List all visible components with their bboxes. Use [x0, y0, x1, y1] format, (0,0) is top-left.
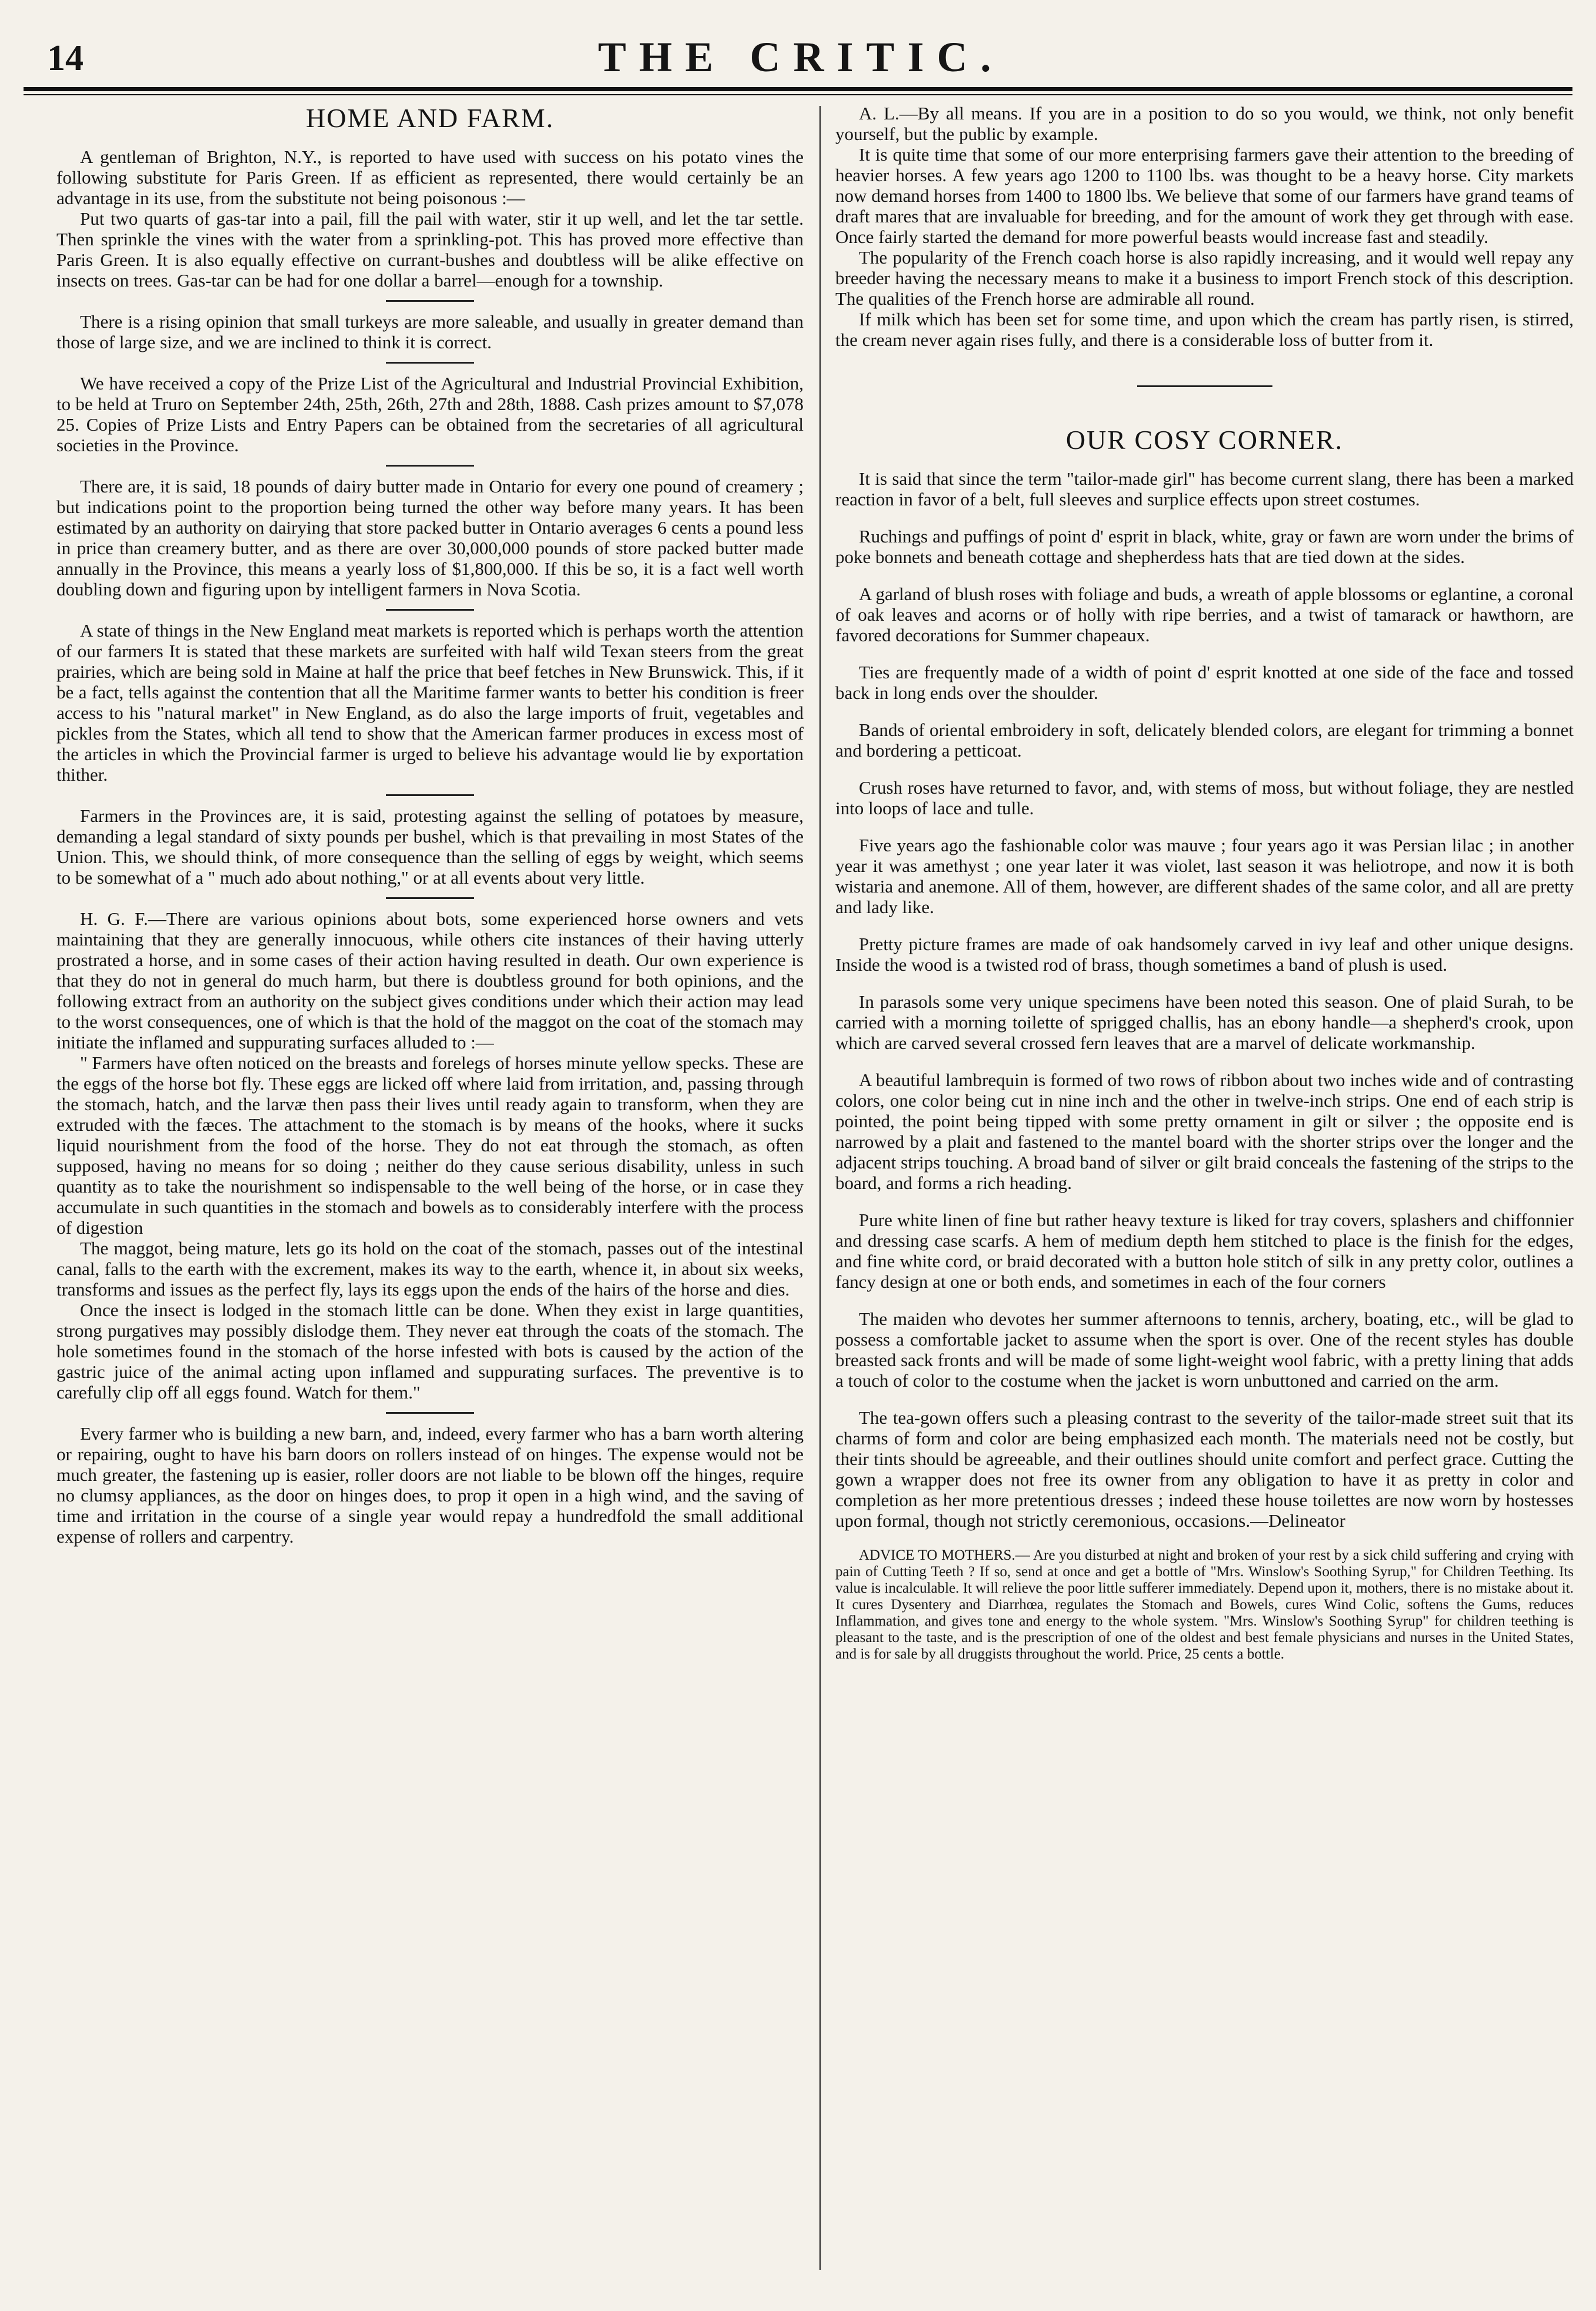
- article-paragraph: Bands of oriental embroidery in soft, delicately blended colors, are elegant for trimming a bonnet and bordering a petticoat.: [835, 720, 1574, 761]
- article-paragraph: A. L.—By all means. If you are in a position to do so you would, we think, not only benefit yourself, but the public by example.: [835, 103, 1574, 144]
- article-paragraph: Five years ago the fashionable color was mauve ; four years ago it was Persian lilac ; in another year it was amethyst ; one year later it was violet, last season it was heliotrope, and now it is both wistaria and anemone. All of them, however, are different shades of the same color, and all are pretty and lady like.: [835, 835, 1574, 917]
- article-paragraph: In parasols some very unique specimens have been noted this season. One of plaid Surah, to be carried with a morning toilette of sprigged challis, has an ebony handle—a shepherd's crook, upon which are carved several crossed fern leaves that are a marvel of delicate workmanship.: [835, 991, 1574, 1053]
- article-paragraph: The maggot, being mature, lets go its hold on the coat of the stomach, passes out of the intestinal canal, falls to the earth with the excrement, makes its way to the earth, whence it, in about six weeks, transforms and issues as the perfect fly, lays its eggs upon the ends of the hairs of the horse and dies.: [56, 1238, 804, 1300]
- article-paragraph: Pure white linen of fine but rather heavy texture is liked for tray covers, splashers and chiffonnier and dressing case scarfs. A hem of medium depth hem stitched to place is the finish for the edges, and fine white cord, or braid decorated with a button hole stitch of silk in any pretty color, outlines a fancy design at one or both ends, and sometimes in each of the four corners: [835, 1210, 1574, 1292]
- article-paragraph: The maiden who devotes her summer afternoons to tennis, archery, boating, etc., will be glad to possess a comfortable jacket to assume when the sport is over. One of the recent styles has double breasted sack fronts and will be made of some light-weight wool fabric, with a pretty lining that adds a touch of color to the costume when the jacket is worn unbuttoned and carried on the arm.: [835, 1308, 1574, 1391]
- article-paragraph: If milk which has been set for some time, and upon which the cream has partly risen, is stirred, the cream never again rises fully, and there is a considerable loss of butter from it.: [835, 309, 1574, 350]
- article-separator: [386, 362, 474, 364]
- article-separator: [386, 794, 474, 796]
- article-paragraph: Farmers in the Provinces are, it is said, protesting against the selling of potatoes by measure, demanding a legal standard of sixty pounds per bushel, which is that prevailing in most States of the Union. This, we should think, of more consequence than the selling of eggs by weight, which seems to be somewhat of a " much ado about nothing," or at all events about very little.: [56, 805, 804, 888]
- header-rule-thick: [24, 87, 1572, 91]
- article-paragraph: Ruchings and puffings of point d' esprit in black, white, gray or fawn are worn under the brims of poke bonnets and beneath cottage and shepherdess hats that are tied down at the sides.: [835, 526, 1574, 567]
- article-paragraph: We have received a copy of the Prize List of the Agricultural and Industrial Provincial Exhibition, to be held at Truro on September 24th, 25th, 26th, 27th and 28th, 1888. Cash prizes amount to $7,078 25. Copies of Prize Lists and Entry Papers can be obtained from the secretaries of all agricultural societies in the Province.: [56, 373, 804, 455]
- article-paragraph: There is a rising opinion that small turkeys are more saleable, and usually in greater demand than those of large size, and we are inclined to think it is correct.: [56, 311, 804, 352]
- section-title-our-cosy-corner: OUR COSY CORNER.: [1065, 425, 1344, 455]
- page-number: 14: [47, 38, 84, 78]
- article-paragraph: H. G. F.—There are various opinions about bots, some experienced horse owners and vets maintaining that they are generally innocuous, while others cite instances of their having utterly prostrated a horse, and in some cases of their action having resulted in death. Our own experience is that they do not in general do much harm, but there is doubtless ground for both opinions, and the following extract from an authority on the subject gives conditions under which their action may lead to the worst consequences, one of which is that the hold of the maggot on the coat of the stomach may initiate the inflamed and suppurating surfaces alluded to :—: [56, 908, 804, 1053]
- right-column: [835, 103, 1574, 1663]
- article-separator: [386, 465, 474, 467]
- article-paragraph: It is said that since the term "tailor-made girl" has become current slang, there has been a marked reaction in favor of a belt, full sleeves and surplice effects upon street costumes.: [835, 468, 1574, 510]
- article-separator: [386, 897, 474, 899]
- article-paragraph: There are, it is said, 18 pounds of dairy butter made in Ontario for every one pound of creamery ; but indications point to the proportion being turned the other way before many years. It has been estimated by an authority on dairying that store packed butter in Ontario averages 6 cents a pound less in price than creamery butter, and as there are over 30,000,000 pounds of store packed butter made annually in the Province, this means a yearly loss of $1,800,000. If this be so, it is a fact well worth doubling down and figuring upon by intelligent farmers in Nova Scotia.: [56, 476, 804, 600]
- article-paragraph: The tea-gown offers such a pleasing contrast to the severity of the tailor-made street suit that its charms of form and color are being emphasized each month. The materials need not be costly, but their tints should be agreeable, and their outlines should unite comfort and perfect grace. Cutting the gown a wrapper does not free its owner from any obligation to have it as pretty in color and completion as her more pretentious dresses ; indeed these house toilettes are now worn by hostesses upon formal, though not strictly ceremonious, occasions.—Delineator: [835, 1407, 1574, 1531]
- article-separator: [386, 300, 474, 302]
- article-paragraph: " Farmers have often noticed on the breasts and forelegs of horses minute yellow specks. These are the eggs of the horse bot fly. These eggs are licked off where laid from irritation, and, passing through the stomach, hatch, and the larvæ then pass their lives until ready again to transform, when they are extruded with the fæces. The attachment to the stomach is by means of the hooks, where it sucks liquid nourishment from the food of the horse. They do not eat through the stomach, as often supposed, having no means for so doing ; neither do they cause serious disability, unless in such quantity as to take the nourishment so indispensable to the well being of the horse, or in case they accumulate in such quantities in the stomach and bowels as to considerably interfere with the process of digestion: [56, 1053, 804, 1238]
- left-column: [56, 103, 804, 1547]
- article-separator: [386, 609, 474, 611]
- article-paragraph: It is quite time that some of our more enterprising farmers gave their attention to the breeding of heavier horses. A few years ago 1200 to 1100 lbs. was thought to be a heavy horse. City markets now demand horses from 1400 to 1800 lbs. We believe that some of our farmers have grand teams of draft mares that are invaluable for breeding, and for the amount of work they get through with ease. Once fairly started the demand for more powerful beasts would increase fast and steadily.: [835, 144, 1574, 247]
- article-paragraph: A beautiful lambrequin is formed of two rows of ribbon about two inches wide and of contrasting colors, one color being cut in nine inch and the other in twelve-inch strips. One end of each strip is pointed, the point being tipped with some pretty ornament in gilt or silver ; the opposite end is narrowed by a plait and fastened to the mantel board with the shorter strips over the longer and the adjacent strips touching. A broad band of silver or gilt braid conceals the fastening of the strips to the board, and forms a rich heading.: [835, 1070, 1574, 1193]
- masthead-title: THE CRITIC.: [598, 34, 1004, 81]
- article-paragraph: Crush roses have returned to favor, and, with stems of moss, but without foliage, they are nestled into loops of lace and tulle.: [835, 777, 1574, 818]
- page-header: [47, 24, 1555, 82]
- article-paragraph: A garland of blush roses with foliage and buds, a wreath of apple blossoms or eglantine, a coronal of oak leaves and acorns or of holly with ripe berries, and a twist of tamarack or hawthorn, are favored decorations for Summer chapeaux.: [835, 584, 1574, 645]
- section-title-home-and-farm: HOME AND FARM.: [305, 103, 555, 133]
- section-separator: [1137, 385, 1272, 387]
- article-paragraph: A state of things in the New England meat markets is reported which is perhaps worth the attention of our farmers It is stated that these markets are surfeited with half wild Texan steers from the great prairies, which are being sold in Maine at half the price that beef fetches in New Brunswick. This, if it be a fact, tells against the contention that all the Maritime farmer wants to better his condition is freer access to his "natural market" in New England, as do also the large imports of fruit, vegetables and pickles from the States, which all tend to show that the American farmer produces in excess most of the articles in which the Provincial farmer is urged to believe his advantage would lie by exportation thither.: [56, 620, 804, 785]
- article-paragraph: Every farmer who is building a new barn, and, indeed, every farmer who has a barn worth altering or repairing, ought to have his barn doors on rollers instead of on hinges. The expense would not be much greater, the fastening up is easier, roller doors are not liable to be blown off the hinges, require no clumsy appliances, as the door on hinges does, to prop it open in a high wind, and the saving of time and irritation in the course of a single year would repay a hundredfold the small additional expense of rollers and carpentry.: [56, 1423, 804, 1547]
- article-paragraph: Once the insect is lodged in the stomach little can be done. When they exist in large quantities, strong purgatives may possibly dislodge them. They never eat through the coats of the stomach. The hole sometimes found in the stomach of the horse infested with bots is caused by the action of the gastric juice of the animal acting upon inflamed and suppurating surfaces. The preventive is to carefully clip off all eggs found. Watch for them.": [56, 1300, 804, 1403]
- article-paragraph: The popularity of the French coach horse is also rapidly increasing, and it would well repay any breeder having the necessary means to make it a business to import French stock of this description. The qualities of the French horse are admirable all round.: [835, 247, 1574, 309]
- column-divider: [819, 106, 821, 2270]
- article-paragraph: Put two quarts of gas-tar into a pail, fill the pail with water, stir it up well, and let the tar settle. Then sprinkle the vines with the water from a sprinkling-pot. This has proved more effective than Paris Green. It is also equally effective on currant-bushes and doubtless will be alike effective on insects on trees. Gas-tar can be had for one dollar a barrel—enough for a township.: [56, 208, 804, 291]
- header-rule-thin: [24, 94, 1572, 95]
- advertisement: ADVICE TO MOTHERS.— Are you disturbed at night and broken of your rest by a sick child suffering and crying with pain of Cutting Teeth ? If so, send at once and get a bottle of "Mrs. Winslow's Soothing Syrup," for Children Teething. Its value is incalculable. It will relieve the poor little sufferer immediately. Depend upon it, mothers, there is no mistake about it. It cures Dysentery and Diarrhœa, regulates the Stomach and Bowels, cures Wind Colic, softens the Gums, reduces Inflammation, and gives tone and energy to the whole system. "Mrs. Winslow's Soothing Syrup" for children teething is pleasant to the taste, and is the prescription of one of the oldest and best female physicians and nurses in the United States, and is for sale by all druggists throughout the world. Price, 25 cents a bottle.: [835, 1547, 1574, 1662]
- article-separator: [386, 1412, 474, 1414]
- article-paragraph: A gentleman of Brighton, N.Y., is reported to have used with success on his potato vines the following substitute for Paris Green. If as efficient as represented, there would certainly be an advantage in its use, from the substitute not being poisonous :—: [56, 146, 804, 208]
- article-paragraph: Pretty picture frames are made of oak handsomely carved in ivy leaf and other unique designs. Inside the wood is a twisted rod of brass, though sometimes a band of plush is used.: [835, 934, 1574, 975]
- article-paragraph: Ties are frequently made of a width of point d' esprit knotted at one side of the face and tossed back in long ends over the shoulder.: [835, 662, 1574, 703]
